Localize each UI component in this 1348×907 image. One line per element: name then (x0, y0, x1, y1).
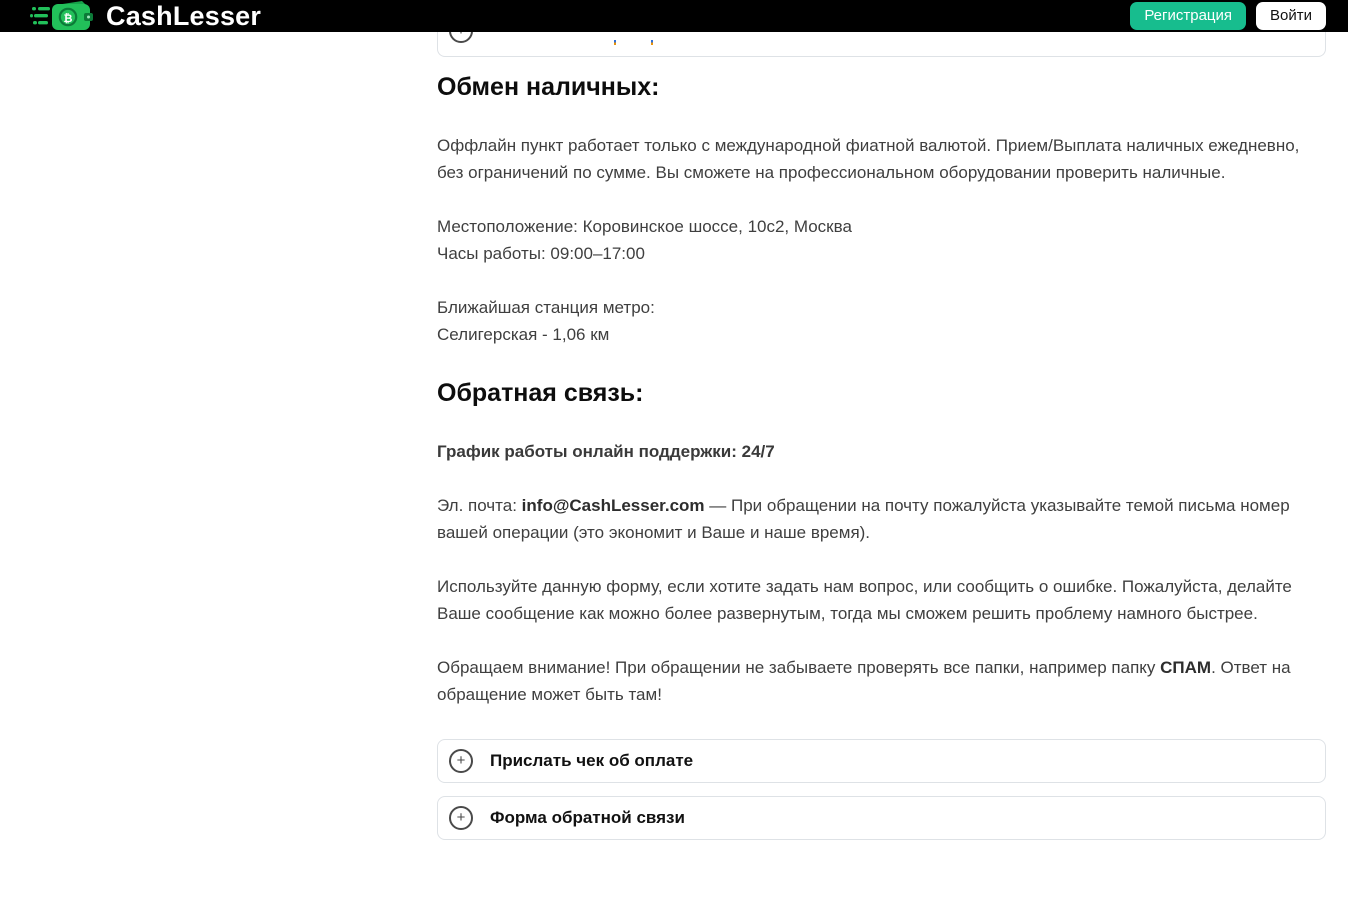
register-button[interactable]: Регистрация (1130, 2, 1246, 30)
top-header (0, 0, 1348, 32)
accordion-label: Прислать чек об оплате (490, 751, 694, 770)
location-line: Местоположение: Коровинское шоссе, 10с2, Москва (437, 217, 852, 236)
hours-line: Часы работы: 09:00–17:00 (437, 244, 645, 263)
email-suffix: — При обращении на почту пожалуйста указывайте темой письма номер вашей операции (это экономит и Ваше и наше время). (437, 496, 1290, 542)
attention-suffix: . Ответ на обращение может быть там! (437, 658, 1291, 704)
attention-prefix: Обращаем внимание! При обращении не забываете проверять все папки, например папку (437, 658, 1161, 677)
email-address: info@CashLesser.com (521, 496, 705, 515)
support-schedule: График работы онлайн поддержки: 24/7 (437, 442, 775, 461)
accordion-label: Форма обратной связи (490, 808, 685, 827)
accordion-clipped-top[interactable] (437, 32, 1326, 57)
brand-logo[interactable] (30, 0, 261, 32)
svg-text:₿: ₿ (63, 12, 73, 25)
metro-label: Ближайшая станция метро: (437, 298, 655, 317)
metro-value: Селигерская - 1,06 км (437, 325, 610, 344)
section-title-feedback: Обратная связь: (437, 379, 644, 407)
attention-spam-word: СПАМ (1160, 658, 1212, 677)
email-paragraph (437, 492, 1326, 546)
metro-block (437, 294, 1326, 348)
auth-buttons (1130, 2, 1326, 30)
attention-paragraph (437, 654, 1326, 708)
location-block (437, 213, 1326, 267)
accordion-feedback-form[interactable] (437, 796, 1326, 840)
email-prefix: Эл. почта: (437, 496, 522, 515)
accordion-send-receipt[interactable] (437, 739, 1326, 783)
cash-exchange-intro: Оффлайн пункт работает только с международной фиатной валютой. Прием/Выплата наличных ежедневно, без ограничений по сумме. Вы сможете на профессиональном оборудовании проверить наличные. (437, 136, 1300, 182)
plus-circle-icon: + (449, 806, 473, 830)
section-title-cash-exchange: Обмен наличных: (437, 73, 660, 101)
clipped-text-fragment (614, 40, 616, 45)
main-content (437, 32, 1326, 840)
plus-circle-icon: + (449, 749, 473, 773)
login-button[interactable]: Войти (1256, 2, 1326, 30)
cashlesser-wallet-icon (30, 1, 98, 31)
brand-name: CashLesser (106, 1, 262, 31)
clipped-text-fragment (651, 40, 653, 45)
form-hint-paragraph: Используйте данную форму, если хотите задать нам вопрос, или сообщить о ошибке. Пожалуйста, делайте Ваше сообщение как можно более развернутым, тогда мы сможем решить проблему намного быстрее. (437, 577, 1292, 623)
